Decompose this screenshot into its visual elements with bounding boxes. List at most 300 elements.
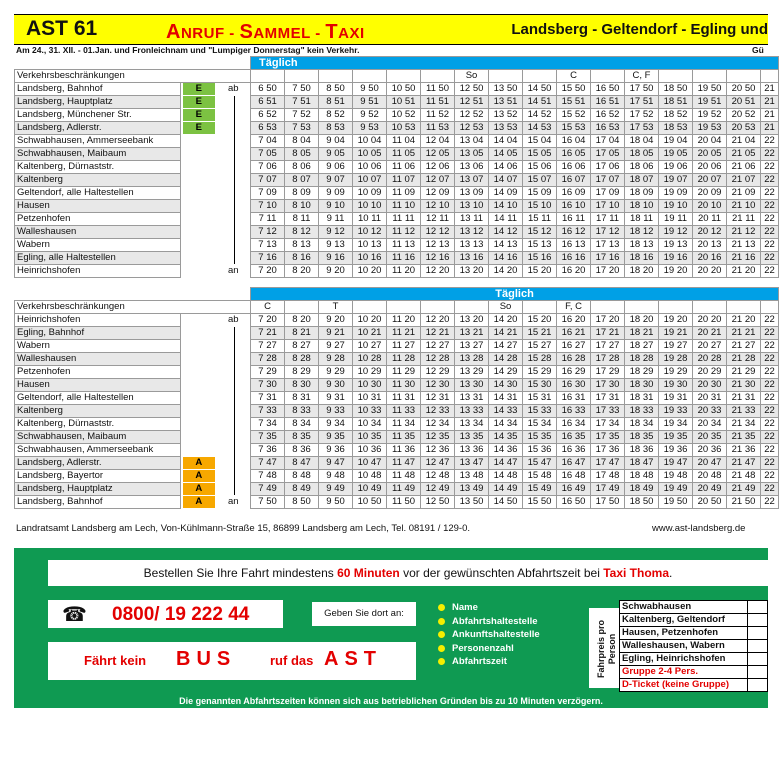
departure-arrival-flag: ab: [227, 83, 239, 95]
departure-time: 6 51: [251, 96, 285, 109]
departure-time: 10 10: [353, 200, 387, 213]
departure-time: 11 31: [387, 392, 421, 405]
stop-mark-badge: E: [183, 122, 215, 134]
departure-time: 18 35: [625, 431, 659, 444]
departure-time: 20 04: [693, 135, 727, 148]
departure-time: 14 04: [489, 135, 523, 148]
departure-time: 14 21: [489, 327, 523, 340]
table-row: [15, 379, 779, 392]
departure-time: 15 20: [523, 314, 557, 327]
stop-name: Landsberg, Bayertor: [15, 470, 181, 483]
departure-time: 22: [761, 252, 779, 265]
table-row: [15, 83, 779, 96]
departure-time: 7 12: [251, 226, 285, 239]
departure-time: 10 28: [353, 353, 387, 366]
departure-time: 20 34: [693, 418, 727, 431]
departure-time: 14 16: [489, 252, 523, 265]
departure-time: 7 13: [251, 239, 285, 252]
departure-time: 18 47: [625, 457, 659, 470]
fare-value: [747, 679, 767, 692]
departure-time: 8 04: [285, 135, 319, 148]
departure-time: 22: [761, 200, 779, 213]
departure-time: 19 21: [659, 327, 693, 340]
info-item-label: Ankunftshaltestelle: [452, 629, 540, 640]
departure-arrival-flag: an: [227, 496, 239, 507]
departure-time: 14 28: [489, 353, 523, 366]
departure-time: 21 04: [727, 135, 761, 148]
departure-time: 9 04: [319, 135, 353, 148]
departure-time: 18 05: [625, 148, 659, 161]
departure-time: 11 34: [387, 418, 421, 431]
departure-time: 16 06: [557, 161, 591, 174]
table-row: [15, 148, 779, 161]
departure-time: 17 13: [591, 239, 625, 252]
restriction-code: [659, 301, 693, 314]
departure-time: 21: [761, 96, 779, 109]
departure-time: 18 28: [625, 353, 659, 366]
departure-time: 21 33: [727, 405, 761, 418]
departure-time: 16 28: [557, 353, 591, 366]
stop-mark-badge: A: [183, 457, 215, 469]
departure-time: 10 27: [353, 340, 387, 353]
departure-time: 16 35: [557, 431, 591, 444]
departure-time: 11 07: [387, 174, 421, 187]
stop-mark: [181, 314, 217, 327]
stop-mark: [181, 122, 217, 135]
departure-time: 15 07: [523, 174, 557, 187]
departure-time: 8 49: [285, 483, 319, 496]
departure-time: 12 12: [421, 226, 455, 239]
departure-time: 14 13: [489, 239, 523, 252]
departure-time: 17 16: [591, 252, 625, 265]
departure-time: 19 33: [659, 405, 693, 418]
departure-time: 15 51: [557, 96, 591, 109]
departure-time: 9 07: [319, 174, 353, 187]
fare-value: [747, 653, 767, 666]
departure-time: 8 47: [285, 457, 319, 470]
departure-time: 19 34: [659, 418, 693, 431]
website-link[interactable]: www.ast-landsberg.de: [652, 523, 746, 534]
departure-time: 17 53: [625, 122, 659, 135]
provide-info-label: Geben Sie dort an:: [312, 602, 416, 626]
stop-name: Petzenhofen: [15, 366, 181, 379]
fare-zone-row: [620, 614, 768, 627]
stop-name: Geltendorf, alle Haltestellen: [15, 187, 181, 200]
info-item: [438, 643, 540, 657]
departure-time: 22: [761, 470, 779, 483]
departure-time: 12 11: [421, 213, 455, 226]
table-row: [15, 239, 779, 252]
departure-time: 12 33: [421, 405, 455, 418]
departure-time: 18 51: [659, 96, 693, 109]
departure-time: 11 29: [387, 366, 421, 379]
departure-time: 16 21: [557, 327, 591, 340]
departure-time: 12 36: [421, 444, 455, 457]
departure-time: 7 27: [251, 340, 285, 353]
restriction-code: [421, 301, 455, 314]
departure-time: 15 27: [523, 340, 557, 353]
stop-mark: [181, 96, 217, 109]
departure-time: 15 52: [557, 109, 591, 122]
departure-time: 21 07: [727, 174, 761, 187]
departure-time: 7 34: [251, 418, 285, 431]
departure-time: 7 51: [285, 96, 319, 109]
departure-time: 9 31: [319, 392, 353, 405]
departure-time: 9 06: [319, 161, 353, 174]
departure-time: 14 07: [489, 174, 523, 187]
departure-time: 11 49: [387, 483, 421, 496]
stop-mark-badge: A: [183, 496, 215, 508]
stop-mark: [181, 174, 217, 187]
departure-time: 17 10: [591, 200, 625, 213]
restriction-code: [591, 301, 625, 314]
departure-time: 19 07: [659, 174, 693, 187]
departure-time: 21 16: [727, 252, 761, 265]
stop-mark: [181, 392, 217, 405]
departure-time: 21: [761, 109, 779, 122]
departure-time: 20 36: [693, 444, 727, 457]
departure-time: 15 04: [523, 135, 557, 148]
departure-time: 8 33: [285, 405, 319, 418]
departure-time: 16 09: [557, 187, 591, 200]
departure-time: 9 16: [319, 252, 353, 265]
departure-time: 20 12: [693, 226, 727, 239]
restriction-code: [591, 70, 625, 83]
fare-value: [747, 666, 767, 679]
departure-time: 11 13: [387, 239, 421, 252]
departure-time: 17 47: [591, 457, 625, 470]
line-number: AST 61: [26, 17, 98, 40]
departure-time: 14 09: [489, 187, 523, 200]
departure-time: 22: [761, 353, 779, 366]
departure-time: 10 13: [353, 239, 387, 252]
timetable-outbound: [14, 56, 779, 278]
departure-time: 9 20: [319, 314, 353, 327]
departure-time: 21 34: [727, 418, 761, 431]
departure-time: 13 13: [455, 239, 489, 252]
departure-time: 7 33: [251, 405, 285, 418]
departure-time: 7 52: [285, 109, 319, 122]
stop-mark: [181, 444, 217, 457]
departure-time: 13 09: [455, 187, 489, 200]
departure-time: 7 30: [251, 379, 285, 392]
departure-time: 22: [761, 161, 779, 174]
departure-time: 11 11: [387, 213, 421, 226]
departure-time: 10 11: [353, 213, 387, 226]
departure-time: 15 16: [523, 252, 557, 265]
departure-time: 10 51: [387, 96, 421, 109]
table-row: [15, 431, 779, 444]
departure-time: 7 05: [251, 148, 285, 161]
departure-time: 9 12: [319, 226, 353, 239]
departure-time: 20 51: [727, 96, 761, 109]
stop-mark-badge: A: [183, 483, 215, 495]
departure-time: 16 53: [591, 122, 625, 135]
phone-number[interactable]: 0800/ 19 222 44: [112, 604, 250, 625]
departure-time: 13 53: [489, 122, 523, 135]
departure-time: 22: [761, 431, 779, 444]
departure-time: 8 07: [285, 174, 319, 187]
departure-time: 8 29: [285, 366, 319, 379]
departure-time: 13 10: [455, 200, 489, 213]
departure-time: 22: [761, 314, 779, 327]
departure-time: 11 48: [387, 470, 421, 483]
departure-time: 21 35: [727, 431, 761, 444]
departure-time: 21 50: [727, 496, 761, 509]
fare-value: [747, 640, 767, 653]
departure-time: 21 06: [727, 161, 761, 174]
departure-time: 18 11: [625, 213, 659, 226]
fare-value: [747, 601, 767, 614]
stop-name: Landsberg, Adlerstr.: [15, 122, 181, 135]
departure-time: 22: [761, 444, 779, 457]
stop-mark-badge: A: [183, 470, 215, 482]
table-row: [15, 340, 779, 353]
table-row: [15, 96, 779, 109]
departure-time: 18 16: [625, 252, 659, 265]
departure-time: 9 33: [319, 405, 353, 418]
departure-time: 15 31: [523, 392, 557, 405]
stop-mark: [181, 252, 217, 265]
departure-time: 19 53: [693, 122, 727, 135]
departure-time: 16 13: [557, 239, 591, 252]
fare-value: [747, 627, 767, 640]
stop-mark: [181, 327, 217, 340]
route-title: Landsberg - Geltendorf - Egling und: [511, 21, 768, 38]
stop-name: Walleshausen: [15, 353, 181, 366]
departure-time: 17 51: [625, 96, 659, 109]
departure-time: 19 05: [659, 148, 693, 161]
departure-time: 9 35: [319, 431, 353, 444]
restriction-code: [693, 70, 727, 83]
departure-time: 15 49: [523, 483, 557, 496]
table-row: [15, 265, 779, 278]
departure-time: 10 20: [353, 314, 387, 327]
departure-time: 12 49: [421, 483, 455, 496]
departure-time: 17 30: [591, 379, 625, 392]
table-row: [15, 174, 779, 187]
stop-mark: [181, 109, 217, 122]
departure-time: 9 28: [319, 353, 353, 366]
fare-zone-name: Kaltenberg, Geltendorf: [620, 614, 748, 627]
stop-name: Wabern: [15, 340, 181, 353]
departure-time: 14 50: [523, 83, 557, 96]
band-spacer: [15, 57, 251, 70]
departure-time: 22: [761, 379, 779, 392]
departure-time: 19 20: [659, 314, 693, 327]
fare-zone-row: [620, 627, 768, 640]
direction-arrow-line: [234, 96, 235, 264]
departure-time: 20 48: [693, 470, 727, 483]
departure-time: 11 05: [387, 148, 421, 161]
departure-time: 21 36: [727, 444, 761, 457]
departure-time: 9 21: [319, 327, 353, 340]
direction-arrow-line: [234, 327, 235, 495]
departure-time: 7 36: [251, 444, 285, 457]
departure-time: 11 51: [421, 96, 455, 109]
departure-time: 7 04: [251, 135, 285, 148]
departure-time: 11 36: [387, 444, 421, 457]
departure-time: 8 12: [285, 226, 319, 239]
departure-time: 7 49: [251, 483, 285, 496]
departure-time: 12 53: [455, 122, 489, 135]
booking-info-panel: [14, 548, 768, 708]
stop-mark: [181, 340, 217, 353]
departure-time: 16 34: [557, 418, 591, 431]
info-item: [438, 629, 540, 643]
departure-time: 12 13: [421, 239, 455, 252]
telephone-icon: ☎: [62, 604, 87, 626]
departure-time: 19 50: [659, 496, 693, 509]
departure-time: 9 29: [319, 366, 353, 379]
departure-time: 22: [761, 148, 779, 161]
departure-time: 22: [761, 366, 779, 379]
departure-time: 8 05: [285, 148, 319, 161]
departure-time: 12 35: [421, 431, 455, 444]
fare-zone-name: Gruppe 2-4 Pers.: [620, 666, 748, 679]
stop-name: Landsberg, Münchener Str.: [15, 109, 181, 122]
departure-time: 19 11: [659, 213, 693, 226]
frequency-band: Täglich: [251, 288, 779, 301]
restriction-code: F, C: [557, 301, 591, 314]
departure-time: 10 48: [353, 470, 387, 483]
stop-mark: [181, 418, 217, 431]
table-row: [15, 470, 779, 483]
departure-time: 8 48: [285, 470, 319, 483]
departure-time: 11 16: [387, 252, 421, 265]
departure-time: 19 30: [659, 379, 693, 392]
departure-time: 8 52: [319, 109, 353, 122]
stop-mark: [181, 496, 217, 509]
departure-time: 11 20: [387, 314, 421, 327]
departure-time: 8 06: [285, 161, 319, 174]
departure-time: 15 12: [523, 226, 557, 239]
departure-time: 15 20: [523, 265, 557, 278]
restriction-code: [353, 70, 387, 83]
departure-time: 12 16: [421, 252, 455, 265]
bullet-icon: [438, 658, 445, 665]
departure-time: 18 07: [625, 174, 659, 187]
departure-time: 18 30: [625, 379, 659, 392]
departure-time: 7 16: [251, 252, 285, 265]
restriction-code: [523, 301, 557, 314]
departure-time: 16 52: [591, 109, 625, 122]
departure-time: 16 50: [557, 496, 591, 509]
restriction-code: So: [489, 301, 523, 314]
departure-time: 12 20: [421, 265, 455, 278]
table-row: [15, 392, 779, 405]
departure-time: 12 05: [421, 148, 455, 161]
departure-time: 12 27: [421, 340, 455, 353]
departure-time: 20 11: [693, 213, 727, 226]
departure-time: 22: [761, 174, 779, 187]
delay-notice: Die genannten Abfahrtszeiten können sich aus betrieblichen Gründen bis zu 10 Minuten verzögern.: [179, 696, 603, 706]
departure-time: 20 30: [693, 379, 727, 392]
table-row: [15, 483, 779, 496]
stop-name: Walleshausen: [15, 226, 181, 239]
departure-time: 14 34: [489, 418, 523, 431]
departure-time: 19 13: [659, 239, 693, 252]
departure-time: 8 11: [285, 213, 319, 226]
departure-time: 11 12: [387, 226, 421, 239]
band-spacer: [15, 288, 251, 301]
departure-time: 19 52: [693, 109, 727, 122]
departure-time: 13 50: [489, 83, 523, 96]
departure-time: 22: [761, 213, 779, 226]
departure-time: 21: [761, 83, 779, 96]
departure-time: 9 47: [319, 457, 353, 470]
departure-time: 19 27: [659, 340, 693, 353]
restriction-code: [353, 301, 387, 314]
departure-time: 12 47: [421, 457, 455, 470]
departure-time: 20 16: [693, 252, 727, 265]
timetable-return: [14, 287, 779, 509]
departure-time: 21 48: [727, 470, 761, 483]
restriction-code: T: [319, 301, 353, 314]
departure-time: 21 27: [727, 340, 761, 353]
departure-time: 7 47: [251, 457, 285, 470]
departure-time: 18 53: [659, 122, 693, 135]
departure-time: 9 50: [319, 496, 353, 509]
validity-note: Gü: [752, 45, 764, 55]
departure-time: 16 48: [557, 470, 591, 483]
departure-time: 7 48: [251, 470, 285, 483]
table-row: [15, 327, 779, 340]
departure-time: 13 51: [489, 96, 523, 109]
departure-time: 14 33: [489, 405, 523, 418]
departure-time: 15 53: [557, 122, 591, 135]
departure-time: 11 21: [387, 327, 421, 340]
departure-time: 9 20: [319, 265, 353, 278]
departure-time: 14 53: [523, 122, 557, 135]
departure-time: 7 07: [251, 174, 285, 187]
fare-zone-row: [620, 601, 768, 614]
restriction-code: C, F: [625, 70, 659, 83]
departure-time: 16 47: [557, 457, 591, 470]
restriction-code: [455, 301, 489, 314]
departure-time: 21 29: [727, 366, 761, 379]
departure-time: 20 21: [693, 327, 727, 340]
restriction-code: [761, 301, 779, 314]
fare-zone-row: [620, 640, 768, 653]
departure-time: 18 12: [625, 226, 659, 239]
departure-time: 19 16: [659, 252, 693, 265]
departure-time: 20 20: [693, 265, 727, 278]
departure-time: 9 36: [319, 444, 353, 457]
departure-time: 8 31: [285, 392, 319, 405]
departure-time: 11 06: [387, 161, 421, 174]
stop-name: Landsberg, Bahnhof: [15, 496, 181, 509]
departure-time: 14 10: [489, 200, 523, 213]
departure-time: 7 20: [251, 265, 285, 278]
departure-time: 8 27: [285, 340, 319, 353]
departure-time: 10 12: [353, 226, 387, 239]
table-row: [15, 252, 779, 265]
departure-time: 17 06: [591, 161, 625, 174]
restriction-code: [761, 70, 779, 83]
table-row: [15, 496, 779, 509]
stop-mark: [181, 161, 217, 174]
stop-mark: [181, 366, 217, 379]
departure-time: 10 04: [353, 135, 387, 148]
departure-time: 13 30: [455, 379, 489, 392]
stop-mark: [181, 213, 217, 226]
restriction-code: C: [251, 301, 285, 314]
phone-box[interactable]: [48, 600, 283, 628]
fare-zone-table: [619, 600, 768, 692]
departure-time: 20 31: [693, 392, 727, 405]
table-row: [15, 213, 779, 226]
